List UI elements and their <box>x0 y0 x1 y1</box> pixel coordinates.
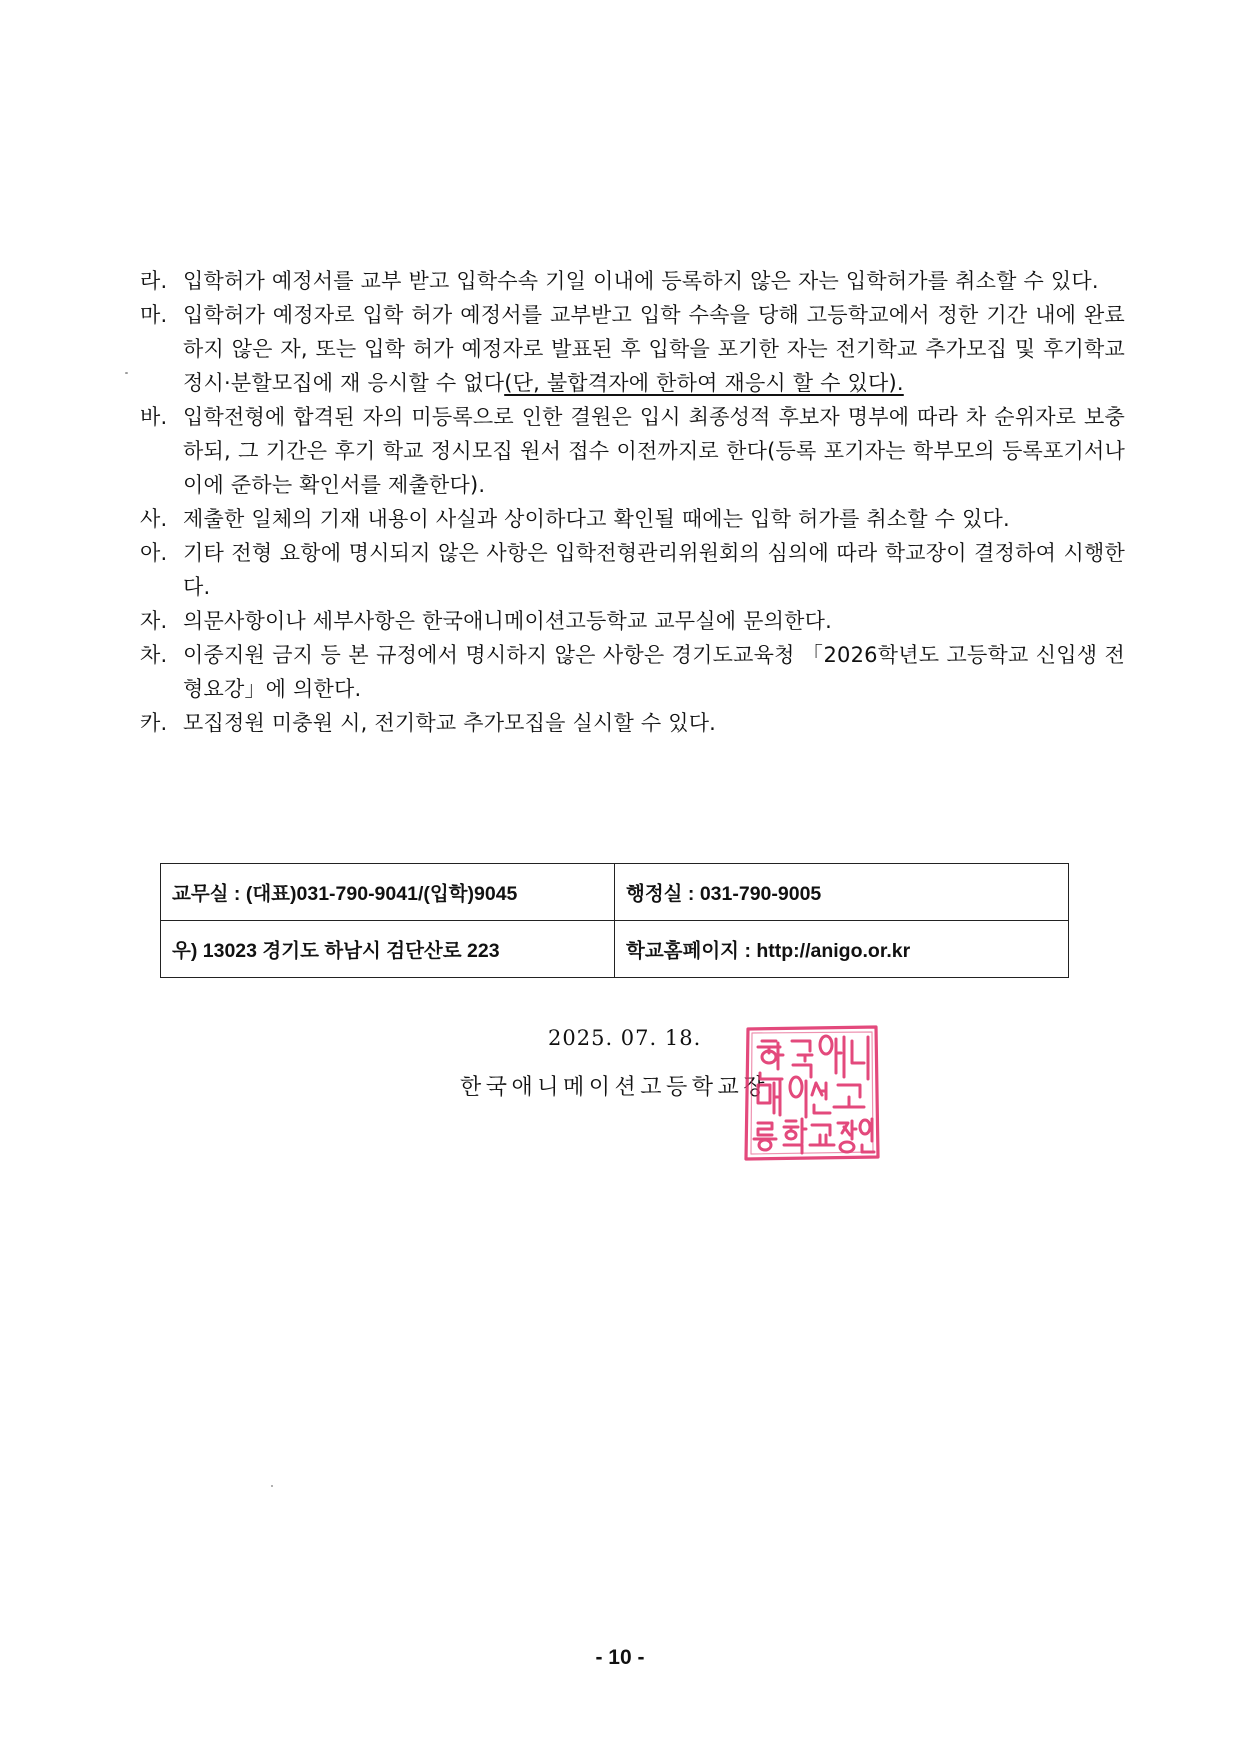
issue-date: 2025. 07. 18. <box>548 1026 702 1050</box>
list-item <box>140 502 1125 536</box>
list-item <box>140 638 1125 706</box>
address-cell: 우) 13023 경기도 하남시 검단산로 223 <box>161 921 615 978</box>
list-item <box>140 536 1125 604</box>
item-marker: 라. <box>140 269 168 293</box>
list-item <box>140 298 1125 400</box>
admin-phone-cell: 행정실 : 031-790-9005 <box>615 864 1069 921</box>
item-marker: 바. <box>140 405 168 429</box>
item-text: 기타 전형 요항에 명시되지 않은 사항은 입학전형관리위원회의 심의에 따라 학교장이 결정하여 시행한다. <box>183 541 1125 599</box>
signer-name: 한국애니메이션고등학교장 <box>460 1075 770 1100</box>
list-item <box>140 400 1125 502</box>
homepage-cell: 학교홈페이지 : http://anigo.or.kr <box>615 921 1069 978</box>
item-marker: 자. <box>140 609 168 633</box>
item-text: 제출한 일체의 기재 내용이 사실과 상이하다고 확인될 때에는 입학 허가를 취소할 수 있다. <box>183 507 1010 531</box>
list-item <box>140 604 1125 638</box>
item-text: 이중지원 금지 등 본 규정에서 명시하지 않은 사항은 경기도교육청 「2026학년도 고등학교 신입생 전형요강」에 의한다. <box>183 643 1125 701</box>
list-item <box>140 264 1125 298</box>
page-number: - 10 - <box>595 1646 645 1669</box>
table-row <box>161 864 1069 921</box>
item-marker: 아. <box>140 541 168 565</box>
scan-speck <box>125 372 128 374</box>
item-text: 입학전형에 합격된 자의 미등록으로 인한 결원은 입시 최종성적 후보자 명부에 따라 차 순위자로 보충하되, 그 기간은 후기 학교 정시모집 원서 접수 이전까지로 한다(등록 포기자는 학부모의 등록포기서나 이에 준하는 확인서를 제출한다). <box>183 405 1125 497</box>
item-text: 입학허가 예정자로 입학 허가 예정서를 교부받고 입학 수속을 당해 고등학교에서 정한 기간 내에 완료하지 않은 자, 또는 입학 허가 예정자로 발표된 후 입학을 포기한 자는 전기학교 추가모집 및 후기학교 정시·분할모집에 재 응시할 수 없다 <box>183 303 1125 395</box>
regulation-list <box>140 264 1125 740</box>
scan-speck <box>271 1485 273 1487</box>
school-seal-stamp <box>740 1023 882 1163</box>
item-underlined-note: (단, 불합격자에 한하여 재응시 할 수 있다). <box>504 371 904 395</box>
item-marker: 사. <box>140 507 168 531</box>
item-marker: 차. <box>140 643 168 667</box>
list-item <box>140 706 1125 740</box>
office-phone-cell: 교무실 : (대표)031-790-9041/(입학)9045 <box>161 864 615 921</box>
table-row <box>161 921 1069 978</box>
item-marker: 마. <box>140 303 168 327</box>
contact-table <box>160 863 1069 978</box>
item-marker: 카. <box>140 711 168 735</box>
item-text: 의문사항이나 세부사항은 한국애니메이션고등학교 교무실에 문의한다. <box>183 609 832 633</box>
item-text: 모집정원 미충원 시, 전기학교 추가모집을 실시할 수 있다. <box>183 711 717 735</box>
item-text: 입학허가 예정서를 교부 받고 입학수속 기일 이내에 등록하지 않은 자는 입학허가를 취소할 수 있다. <box>183 269 1099 293</box>
